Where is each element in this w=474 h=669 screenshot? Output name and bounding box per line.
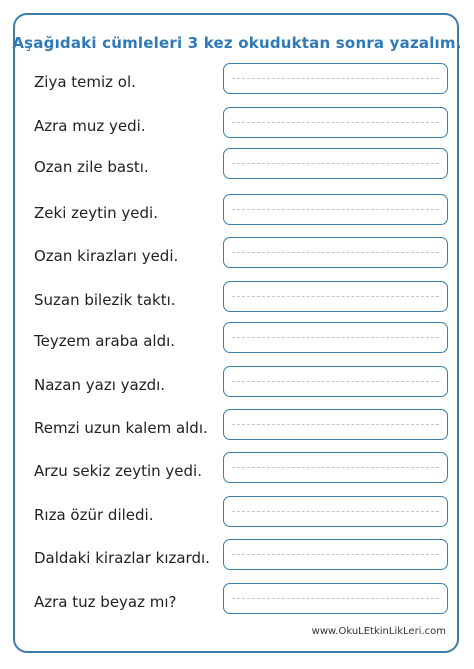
sentence-text: Azra muz yedi. [34, 117, 146, 135]
exercise-row [0, 322, 474, 362]
exercise-row [0, 452, 474, 492]
worksheet-title: Aşağıdaki cümleleri 3 kez okuduktan sonra yazalım. [12, 34, 462, 52]
exercise-row [0, 496, 474, 536]
guide-line [232, 122, 439, 123]
writing-box[interactable] [223, 107, 448, 138]
exercise-row [0, 583, 474, 623]
sentence-text: Remzi uzun kalem aldı. [34, 419, 208, 437]
writing-box[interactable] [223, 539, 448, 570]
sentence-text: Ziya temiz ol. [34, 73, 136, 91]
writing-box[interactable] [223, 281, 448, 312]
exercise-row [0, 107, 474, 147]
writing-box[interactable] [223, 148, 448, 179]
exercise-row [0, 366, 474, 406]
sentence-text: Nazan yazı yazdı. [34, 376, 166, 394]
guide-line [232, 78, 439, 79]
writing-box[interactable] [223, 237, 448, 268]
guide-line [232, 252, 439, 253]
writing-box[interactable] [223, 194, 448, 225]
guide-line [232, 424, 439, 425]
exercise-row [0, 148, 474, 188]
exercise-row [0, 539, 474, 579]
writing-box[interactable] [223, 409, 448, 440]
exercise-row [0, 409, 474, 449]
sentence-text: Daldaki kirazlar kızardı. [34, 549, 210, 567]
guide-line [232, 467, 439, 468]
writing-box[interactable] [223, 452, 448, 483]
writing-box[interactable] [223, 583, 448, 614]
writing-box[interactable] [223, 63, 448, 94]
guide-line [232, 337, 439, 338]
guide-line [232, 381, 439, 382]
guide-line [232, 163, 439, 164]
guide-line [232, 511, 439, 512]
sentence-text: Azra tuz beyaz mı? [34, 593, 177, 611]
sentence-text: Zeki zeytin yedi. [34, 204, 158, 222]
sentence-text: Suzan bilezik taktı. [34, 291, 176, 309]
guide-line [232, 296, 439, 297]
sentence-text: Arzu sekiz zeytin yedi. [34, 462, 202, 480]
website-footer: www.OkuLEtkinLikLeri.com [311, 626, 446, 637]
guide-line [232, 209, 439, 210]
exercise-row [0, 194, 474, 234]
exercise-row [0, 63, 474, 103]
guide-line [232, 598, 439, 599]
sentence-text: Ozan zile bastı. [34, 158, 149, 176]
sentence-text: Teyzem araba aldı. [34, 332, 176, 350]
guide-line [232, 554, 439, 555]
exercise-row [0, 237, 474, 277]
sentence-text: Rıza özür diledi. [34, 506, 154, 524]
writing-box[interactable] [223, 496, 448, 527]
writing-box[interactable] [223, 366, 448, 397]
writing-box[interactable] [223, 322, 448, 353]
exercise-row [0, 281, 474, 321]
sentence-text: Ozan kirazları yedi. [34, 247, 179, 265]
